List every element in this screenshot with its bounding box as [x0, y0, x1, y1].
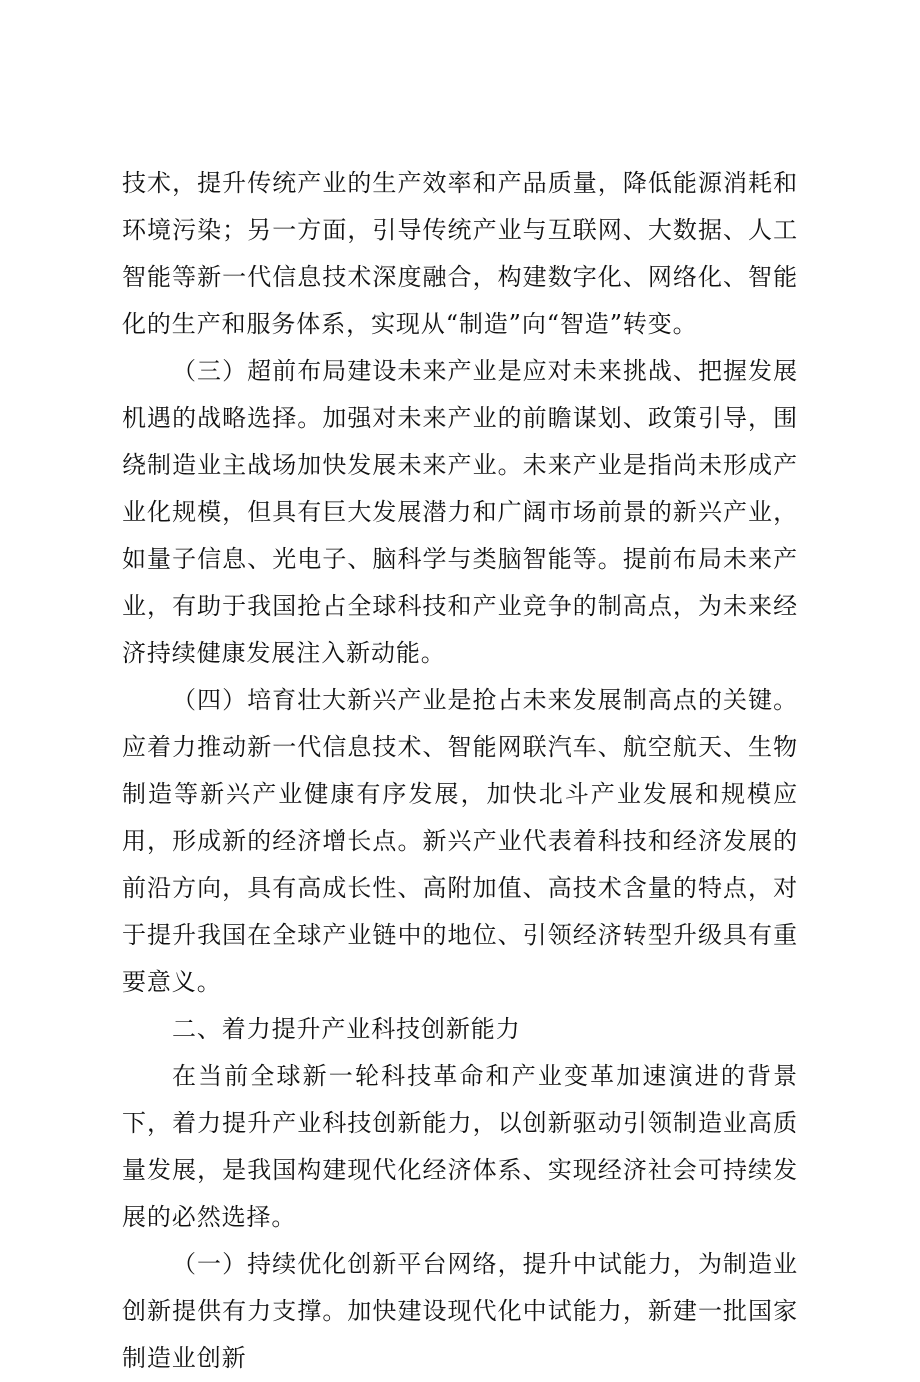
- paragraph-subsection-one: （一）持续优化创新平台网络，提升中试能力，为制造业创新提供有力支撑。加快建设现代化中试能力，新建一批国家制造业创新: [122, 1250, 798, 1372]
- paragraph-section-three: （三）超前布局建设未来产业是应对未来挑战、把握发展机遇的战略选择。加强对未来产业的前瞻谋划、政策引导，围绕制造业主战场加快发展未来产业。未来产业是指尚未形成产业化规模，但具有巨大发展潜力和广阔市场前景的新兴产业，如量子信息、光电子、脑科学与类脑智能等。提前布局未来产业，有助于我国抢占全球科技和产业竞争的制高点，为未来经济持续健康发展注入新动能。: [122, 357, 798, 667]
- section-heading: 二、着力提升产业科技创新能力: [172, 1015, 521, 1043]
- paragraph-continuation: 技术，提升传统产业的生产效率和产品质量，降低能源消耗和环境污染；另一方面，引导传统产业与互联网、大数据、人工智能等新一代信息技术深度融合，构建数字化、网络化、智能化的生产和服务体系，实现从“制造”向“智造”转变。: [122, 169, 798, 338]
- paragraph-section-four: （四）培育壮大新兴产业是抢占未来发展制高点的关键。应着力推动新一代信息技术、智能网联汽车、航空航天、生物制造等新兴产业健康有序发展，加快北斗产业发展和规模应用，形成新的经济增长点。新兴产业代表着科技和经济发展的前沿方向，具有高成长性、高附加值、高技术含量的特点，对于提升我国在全球产业链中的地位、引领经济转型升级具有重要意义。: [122, 686, 798, 996]
- paragraph-intro: 在当前全球新一轮科技革命和产业变革加速演进的背景下，着力提升产业科技创新能力，以创新驱动引领制造业高质量发展，是我国构建现代化经济体系、实现经济社会可持续发展的必然选择。: [122, 1062, 798, 1231]
- document-body: [122, 160, 798, 1382]
